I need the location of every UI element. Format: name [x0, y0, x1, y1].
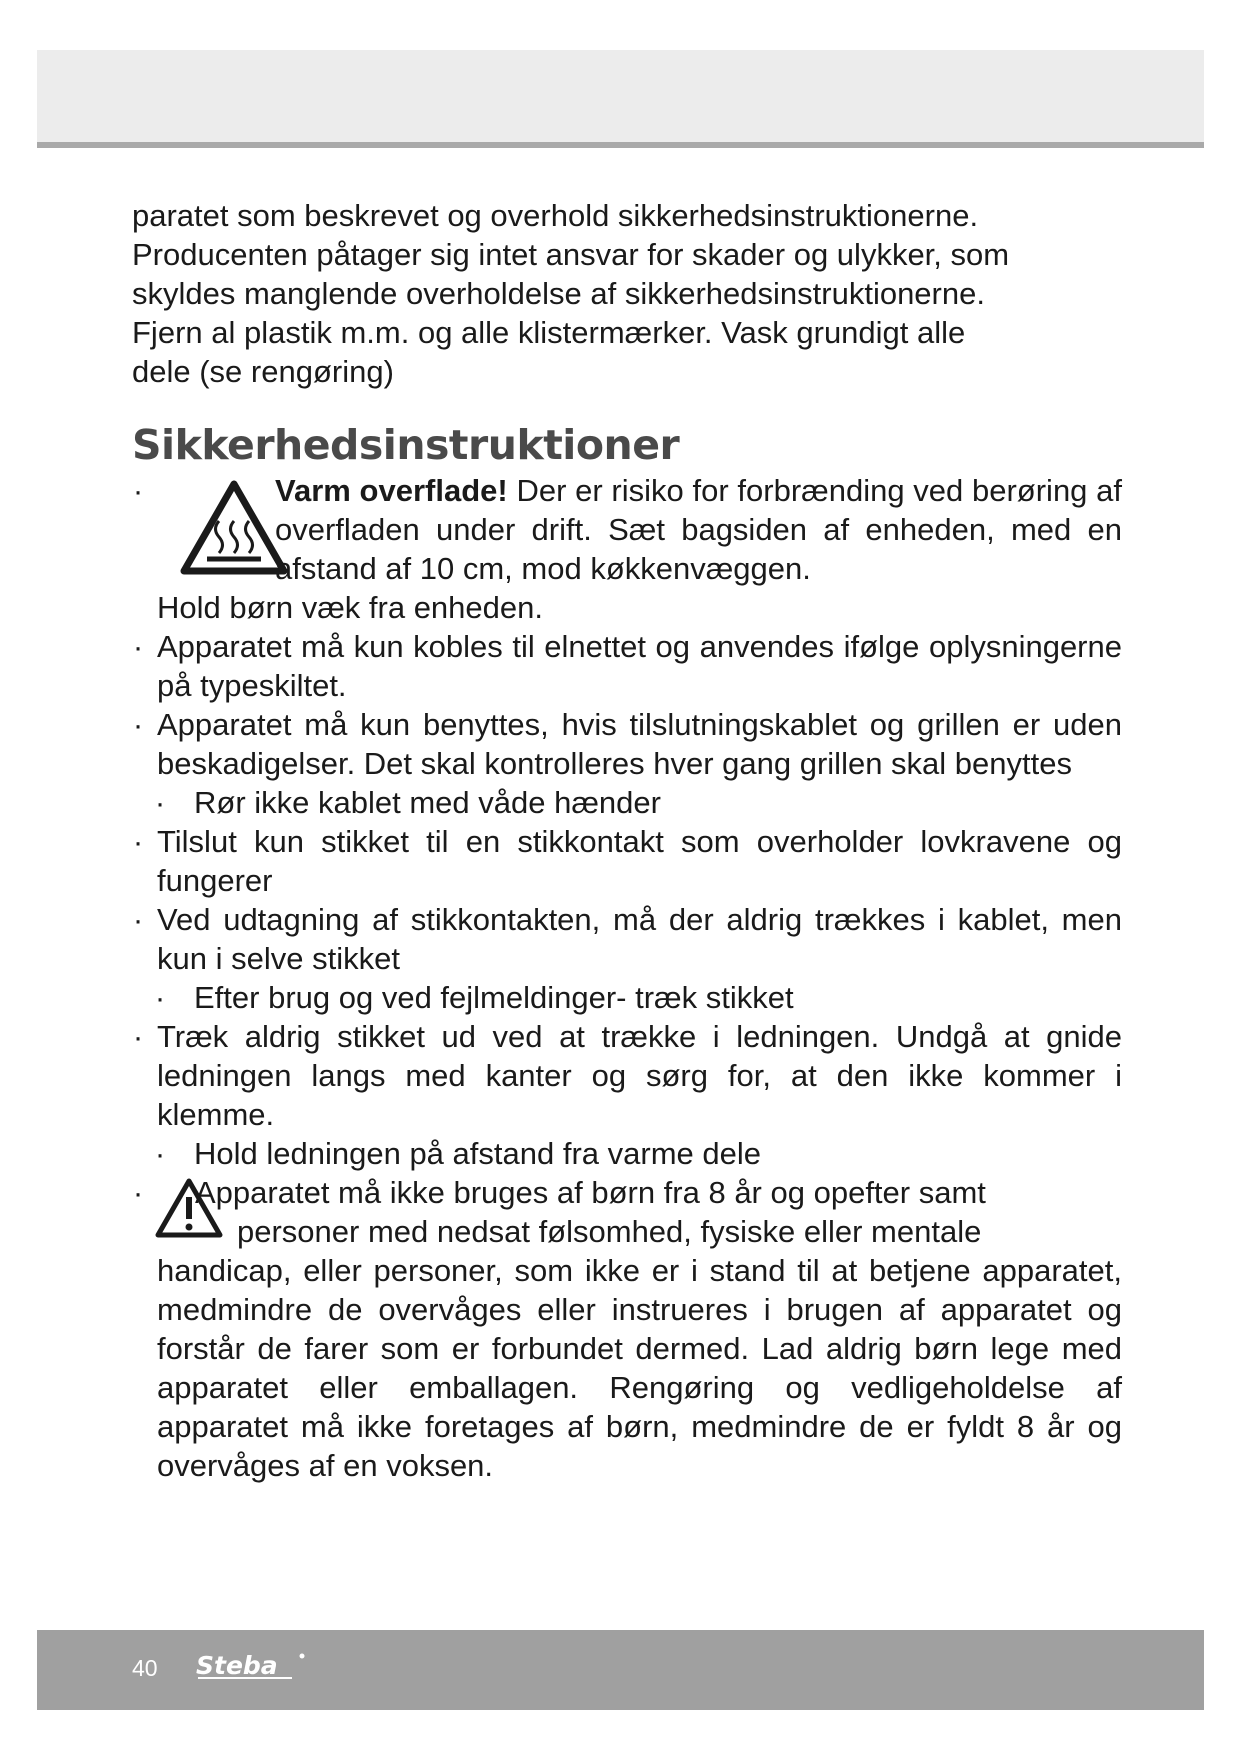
bullet: ·	[154, 1136, 166, 1171]
list-item-text: Apparatet må kun benyttes, hvis tilslutningskablet og grillen er uden beskadigelser. Det skal kontrolleres hver gang grillen skal benyttes	[157, 707, 1122, 781]
list-item-children	[132, 1173, 1122, 1485]
bullet: ·	[154, 980, 166, 1015]
intro-line: paratet som beskrevet og overhold sikkerhedsinstruktionerne.	[132, 198, 979, 233]
list-item	[132, 822, 1122, 900]
bullet: ·	[132, 1175, 144, 1210]
bullet: ·	[132, 473, 144, 508]
list-item	[132, 783, 1122, 822]
section-heading: Sikkerhedsinstruktioner	[132, 421, 680, 469]
bullet: ·	[132, 824, 144, 859]
page-content	[132, 196, 1122, 1485]
list-item-text: Ved udtagning af stikkontakten, må der aldrig trækkes i kablet, men kun i selve stikket	[157, 902, 1122, 976]
list-item-hot-surface	[132, 471, 1122, 627]
children-line-2: personer med nedsat følsomhed, fysiske eller mentale	[237, 1214, 982, 1249]
list-item-text: Rør ikke kablet med våde hænder	[194, 785, 661, 820]
bullet: ·	[132, 629, 144, 664]
page-number: 40	[132, 1655, 158, 1681]
intro-line: skyldes manglende overholdelse af sikkerhedsinstruktionerne.	[132, 276, 985, 311]
logo-text: Steba	[196, 1651, 278, 1680]
bullet: ·	[154, 785, 166, 820]
bullet: ·	[132, 1019, 144, 1054]
intro-line: Fjern al plastik m.m. og alle klistermærker. Vask grundigt alle	[132, 315, 966, 350]
list-item-text: Apparatet må kun kobles til elnettet og anvendes ifølge oplysningerne på typeskiltet.	[157, 629, 1122, 703]
list-item	[132, 627, 1122, 705]
list-item-text: Træk aldrig stikket ud ved at trække i ledningen. Undgå at gnide ledningen langs med kanter og sørg for, at den ikke kommer i klemme.	[157, 1019, 1122, 1132]
attention-warning-icon	[154, 1177, 224, 1239]
children-line-1: Apparatet må ikke bruges af børn fra 8 år og opefter samt	[195, 1175, 986, 1210]
warning-body: Der er risiko for forbrænding ved berøring af overfladen under drift. Sæt bagsiden af enheden, med en afstand af 10 cm, mod køkkenvæggen.	[275, 473, 1123, 586]
hot-surface-warning-icon	[179, 479, 289, 577]
list-item-text: Tilslut kun stikket til en stikkontakt som overholder lovkravene og fungerer	[157, 824, 1122, 898]
children-rest: handicap, eller personer, som ikke er i stand til at betjene apparatet, medmindre de overvåges eller instrueres i brugen af apparatet og forstår de farer som er forbundet dermed. Lad aldrig børn lege med apparatet eller emballagen. Rengøring og vedligeholdelse af apparatet må ikke foretages af børn, medmindre de er fyldt 8 år og overvåges af en voksen.	[157, 1253, 1122, 1483]
page-header-bar	[37, 50, 1204, 142]
bullet: ·	[132, 902, 144, 937]
hot-surface-text	[275, 471, 1122, 588]
warning-title: Varm overflade!	[275, 473, 508, 508]
list-item	[132, 705, 1122, 783]
list-item	[132, 900, 1122, 978]
list-item	[132, 1017, 1122, 1134]
list-item-text: Efter brug og ved fejlmeldinger- træk stikket	[194, 980, 794, 1015]
intro-line: dele (se rengøring)	[132, 354, 394, 389]
intro-line: Producenten påtager sig intet ansvar for skader og ulykker, som	[132, 237, 1010, 272]
header-divider	[37, 142, 1204, 148]
warning-tail: Hold børn væk fra enheden.	[157, 590, 543, 625]
safety-list	[132, 471, 1122, 1485]
list-item	[132, 978, 1122, 1017]
bullet: ·	[132, 707, 144, 742]
list-item-text: Hold ledningen på afstand fra varme dele	[194, 1136, 761, 1171]
list-item	[132, 1134, 1122, 1173]
intro-paragraph	[132, 196, 1122, 391]
steba-logo	[196, 1648, 312, 1686]
